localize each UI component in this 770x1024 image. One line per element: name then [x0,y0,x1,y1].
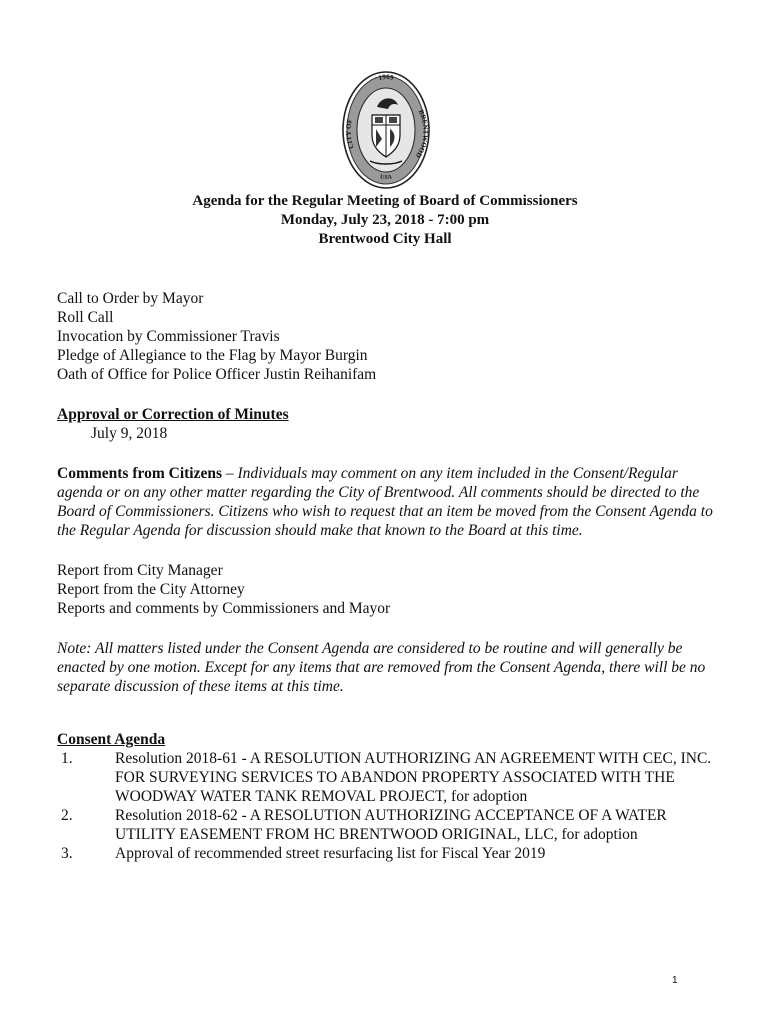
list-item [57,806,717,844]
seal-year-text: 1969 [377,72,395,83]
consent-agenda-section [57,730,717,863]
opening-items [57,289,717,384]
citizen-comments-text: – Individuals may comment on any item included in the Consent/Regular agenda or on any other matter regarding the City of Brentwood. All comments should be directed to the Board of Commissioners. Citizens who wish to request that an item be moved from the Consent Agenda to the Regular Agenda for discussion should make that known to the Board at this time. [57,465,713,539]
opening-item-call-to-order: Call to Order by Mayor [57,290,204,307]
agenda-title-block [0,192,770,249]
agenda-body [57,289,717,863]
seal-bottom-text: USA [379,174,393,182]
meeting-date: Monday, July 23, 2018 - 7:00 pm [280,212,490,228]
agenda-title: Agenda for the Regular Meeting of Board of Commissioners [192,193,578,209]
consent-agenda-list [57,749,717,863]
minutes-date: July 9, 2018 [91,425,168,442]
citizen-comments-label: Comments from Citizens [57,465,223,482]
city-seal-icon [342,71,430,189]
list-item-text: Resolution 2018-62 - A RESOLUTION AUTHORIZING ACCEPTANCE OF A WATER UTILITY EASEMENT FROM HC BRENTWOOD ORIGINAL, LLC, for adoption [115,807,667,843]
list-item-text: Resolution 2018-61 - A RESOLUTION AUTHORIZING AN AGREEMENT WITH CEC, INC. FOR SURVEYING SERVICES TO ABANDON PROPERTY ASSOCIATED WITH THE WOODWAY WATER TANK REMOVAL PROJECT, for adoption [115,750,712,805]
minutes-section [57,405,717,443]
seal-left-text: CITY OF [344,118,356,150]
page-number: 1 [672,975,678,986]
opening-item-oath: Oath of Office for Police Officer Justin Reihanifam [57,366,377,383]
list-item-number: 1. [61,750,73,767]
report-commissioners-mayor: Reports and comments by Commissioners and Mayor [57,600,391,617]
meeting-location: Brentwood City Hall [318,231,452,247]
report-city-manager: Report from City Manager [57,562,223,579]
report-city-attorney: Report from the City Attorney [57,581,245,598]
reports-section [57,561,717,618]
opening-item-pledge: Pledge of Allegiance to the Flag by Mayor Burgin [57,347,368,364]
opening-item-invocation: Invocation by Commissioner Travis [57,328,280,345]
list-item [57,749,717,806]
list-item-number: 2. [61,807,73,824]
opening-item-roll-call: Roll Call [57,309,114,326]
svg-text:USA [380,174,393,181]
citizen-comments-section [57,464,717,540]
seal-right-text: BRENTWOOD [413,108,430,160]
consent-agenda-heading: Consent Agenda [57,731,166,748]
list-item-number: 3. [61,845,73,862]
list-item [57,844,717,863]
list-item-text: Approval of recommended street resurfacing list for Fiscal Year 2019 [115,845,546,862]
consent-agenda-note: Note: All matters listed under the Consent Agenda are considered to be routine and will generally be enacted by one motion. Except for any items that are removed from the Consent Agenda, there will be no separate discussion of these items at this time. [57,640,706,695]
minutes-heading: Approval or Correction of Minutes [57,406,289,423]
